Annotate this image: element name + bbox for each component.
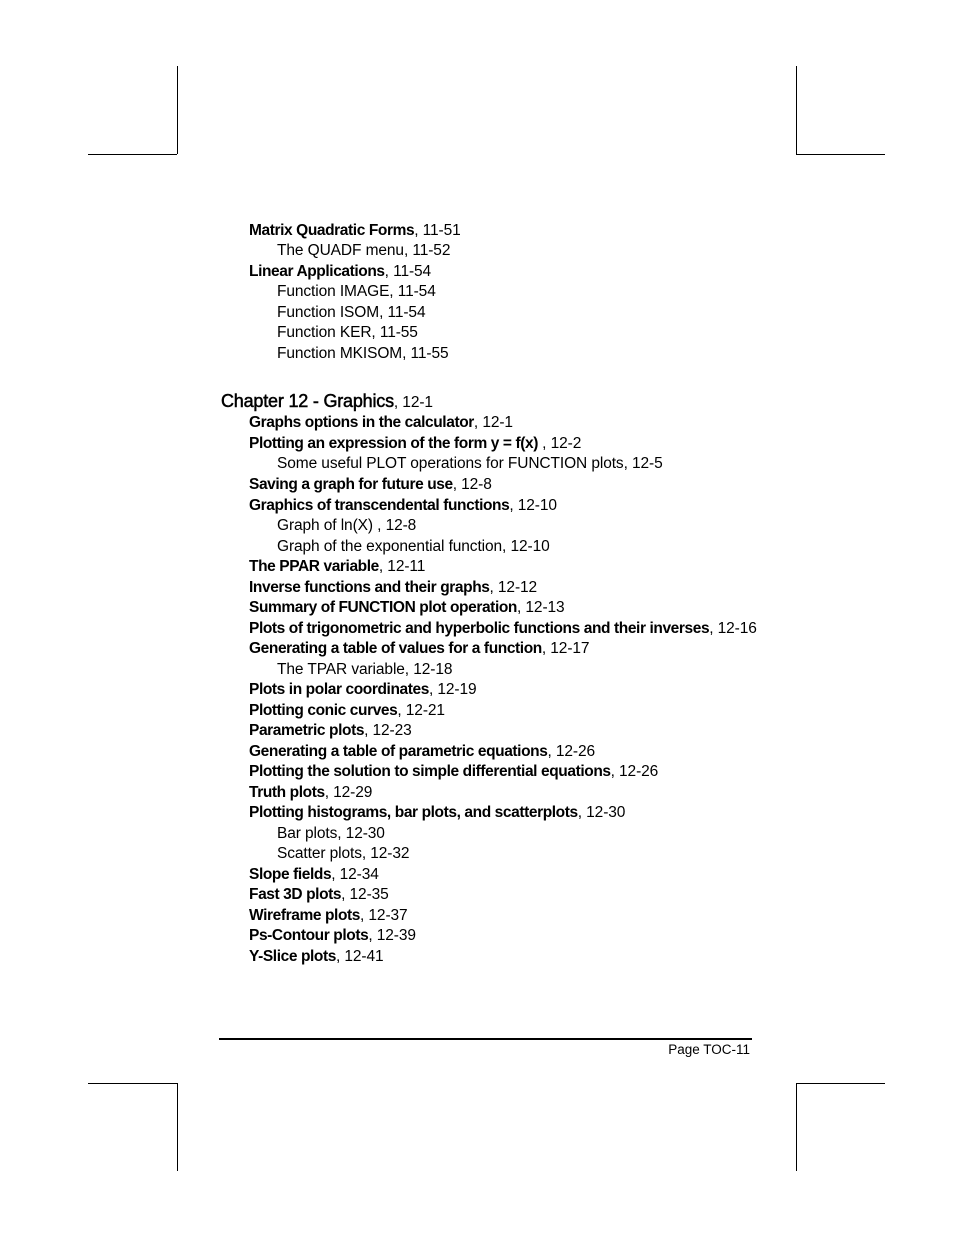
entry-title: Graphs options in the calculator xyxy=(249,414,474,431)
entry-page-ref: Function ISOM, 11-54 xyxy=(277,304,426,321)
entry-title: The PPAR variable xyxy=(249,558,379,575)
entry-page-ref: , 12-39 xyxy=(368,927,416,944)
toc-section-entry[interactable] xyxy=(249,496,557,516)
toc-section-entry[interactable] xyxy=(249,885,389,905)
entry-page-ref: , 11-51 xyxy=(414,222,461,239)
toc-section-entry[interactable] xyxy=(249,221,461,241)
toc-subsection-entry[interactable] xyxy=(277,282,436,302)
toc-subsection-entry[interactable] xyxy=(277,303,425,323)
entry-title: Plots in polar coordinates xyxy=(249,681,429,698)
entry-title: Plotting an expression of the form y = f(x) xyxy=(249,435,538,452)
crop-mark-top-right-horizontal xyxy=(796,154,885,155)
entry-title: Plotting conic curves xyxy=(249,702,398,719)
entry-page-ref: , 12-2 xyxy=(537,435,582,452)
page-number: Page TOC-11 xyxy=(668,1042,750,1057)
entry-page-ref: , 12-17 xyxy=(541,640,590,657)
entry-title: Fast 3D plots xyxy=(249,886,342,903)
entry-page-ref: , 12-26 xyxy=(547,743,596,760)
toc-subsection-entry[interactable] xyxy=(277,660,452,680)
toc-section-entry[interactable] xyxy=(249,742,595,762)
entry-page-ref: , 12-11 xyxy=(378,558,426,575)
toc-subsection-entry[interactable] xyxy=(277,516,416,536)
toc-section-entry[interactable] xyxy=(249,947,384,967)
entry-title: Generating a table of values for a function xyxy=(249,640,542,657)
toc-section-entry[interactable] xyxy=(249,783,372,803)
entry-title: Plotting histograms, bar plots, and scatterplots xyxy=(249,804,578,821)
crop-mark-bottom-right-vertical xyxy=(796,1083,797,1171)
entry-page-ref: Graph of the exponential function, 12-10 xyxy=(277,538,550,555)
entry-page-ref: , 12-19 xyxy=(428,681,477,698)
toc-subsection-entry[interactable] xyxy=(277,537,550,557)
toc-section-entry[interactable] xyxy=(249,926,416,946)
footer-rule xyxy=(219,1038,752,1040)
entry-page-ref: , 12-16 xyxy=(709,620,757,637)
toc-section-entry[interactable] xyxy=(249,578,537,598)
entry-page-ref: , 12-1 xyxy=(473,414,513,431)
entry-page-ref: Function KER, 11-55 xyxy=(277,324,418,341)
toc-subsection-entry[interactable] xyxy=(277,824,385,844)
entry-title: Summary of FUNCTION plot operation xyxy=(249,599,517,616)
entry-page-ref: , 12-26 xyxy=(610,763,659,780)
entry-page-ref: Graph of ln(X) , 12-8 xyxy=(277,517,417,534)
entry-title: Chapter 12 - Graphics xyxy=(221,391,394,411)
toc-section-entry[interactable] xyxy=(249,906,408,926)
entry-title: Saving a graph for future use xyxy=(249,476,453,493)
toc-section-entry[interactable] xyxy=(249,803,625,823)
toc-section-entry[interactable] xyxy=(249,721,412,741)
entry-title: Y-Slice plots xyxy=(249,948,336,965)
toc-section-entry[interactable] xyxy=(249,865,379,885)
toc-subsection-entry[interactable] xyxy=(277,323,418,343)
entry-page-ref: , 12-35 xyxy=(341,886,389,903)
crop-mark-top-right-vertical xyxy=(796,66,797,154)
entry-title: Ps-Contour plots xyxy=(249,927,369,944)
crop-mark-top-left-vertical xyxy=(177,66,178,154)
crop-mark-bottom-left-horizontal xyxy=(88,1083,177,1084)
entry-page-ref: , 12-13 xyxy=(517,599,565,616)
toc-subsection-entry[interactable] xyxy=(277,344,449,364)
entry-page-ref: , 12-34 xyxy=(331,866,379,883)
toc-section-entry[interactable] xyxy=(249,598,565,618)
toc-section-entry[interactable] xyxy=(249,262,431,282)
toc-section-entry[interactable] xyxy=(249,557,425,577)
entry-page-ref: Bar plots, 12-30 xyxy=(277,825,385,842)
entry-page-ref: The QUADF menu, 11-52 xyxy=(277,242,451,259)
entry-page-ref: Scatter plots, 12-32 xyxy=(277,845,410,862)
entry-page-ref: , 12-30 xyxy=(577,804,626,821)
toc-section-entry[interactable] xyxy=(249,762,658,782)
entry-page-ref: , 12-23 xyxy=(364,722,412,739)
chapter-heading[interactable] xyxy=(221,390,433,414)
entry-page-ref: Function IMAGE, 11-54 xyxy=(277,283,436,300)
entry-page-ref: , 12-21 xyxy=(397,702,445,719)
entry-page-ref: Function MKISOM, 11-55 xyxy=(277,345,449,362)
entry-title: Graphics of transcendental functions xyxy=(249,497,510,514)
entry-title: Inverse functions and their graphs xyxy=(249,579,490,596)
entry-page-ref: Some useful PLOT operations for FUNCTION plots, 12-5 xyxy=(277,455,663,472)
toc-section-entry[interactable] xyxy=(249,619,757,639)
entry-page-ref: The TPAR variable, 12-18 xyxy=(277,661,453,678)
toc-subsection-entry[interactable] xyxy=(277,454,663,474)
entry-page-ref: , 12-8 xyxy=(452,476,492,493)
entry-title: Plots of trigonometric and hyperbolic functions and their inverses xyxy=(249,620,710,637)
crop-mark-bottom-right-horizontal xyxy=(796,1083,885,1084)
toc-section-entry[interactable] xyxy=(249,639,589,659)
toc-section-entry[interactable] xyxy=(249,413,513,433)
entry-title: Generating a table of parametric equations xyxy=(249,743,548,760)
toc-section-entry[interactable] xyxy=(249,434,581,454)
toc-section-entry[interactable] xyxy=(249,475,492,495)
entry-page-ref: , 11-54 xyxy=(384,263,432,280)
entry-page-ref: , 12-12 xyxy=(489,579,538,596)
toc-section-entry[interactable] xyxy=(249,680,477,700)
entry-title: Parametric plots xyxy=(249,722,365,739)
entry-title: Slope fields xyxy=(249,866,332,883)
entry-page-ref: , 12-41 xyxy=(335,948,384,965)
entry-page-ref: , 12-37 xyxy=(360,907,408,924)
entry-page-ref: , 12-29 xyxy=(324,784,373,801)
toc-subsection-entry[interactable] xyxy=(277,241,450,261)
toc-subsection-entry[interactable] xyxy=(277,844,409,864)
entry-page-ref: , 12-1 xyxy=(393,394,433,411)
entry-page-ref: , 12-10 xyxy=(509,497,557,514)
crop-mark-bottom-left-vertical xyxy=(177,1083,178,1171)
toc-section-entry[interactable] xyxy=(249,701,445,721)
entry-title: Matrix Quadratic Forms xyxy=(249,222,415,239)
entry-title: Wireframe plots xyxy=(249,907,360,924)
entry-title: Plotting the solution to simple differential equations xyxy=(249,763,611,780)
crop-mark-top-left-horizontal xyxy=(88,154,177,155)
entry-title: Linear Applications xyxy=(249,263,385,280)
entry-title: Truth plots xyxy=(249,784,325,801)
